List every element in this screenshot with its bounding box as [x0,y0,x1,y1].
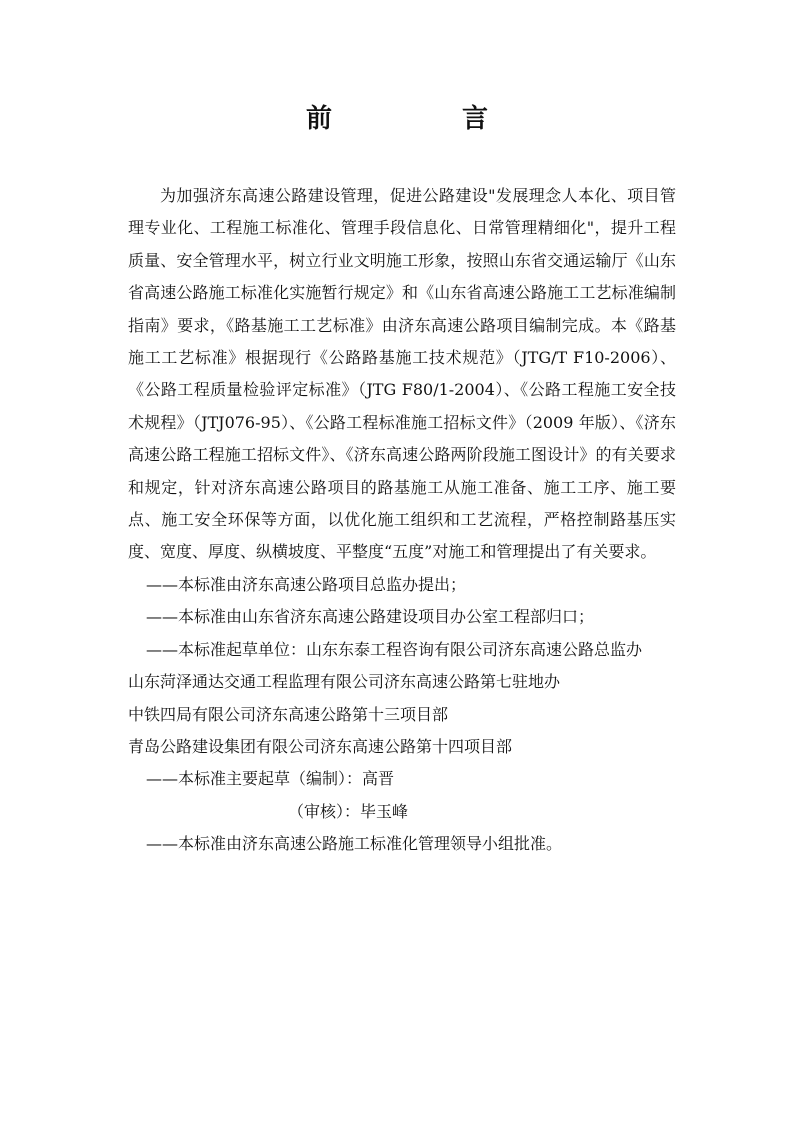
preface-body [128,180,676,861]
drafting-unit-line: 山东菏泽通达交通工程监理有限公司济东高速公路第七驻地办 [128,672,561,692]
drafting-unit-line: 青岛公路建设集团有限公司济东高速公路第十四项目部 [128,736,513,756]
approval-line: ——本标准由济东高速公路施工标准化管理领导小组批准。 [146,834,563,854]
drafting-unit-line: 中铁四局有限公司济东高速公路第十三项目部 [128,704,449,724]
main-drafter-line: ——本标准主要起草（编制）：高晋 [146,769,395,789]
intro-paragraph: 为加强济东高速公路建设管理，促进公路建设"发展理念人本化、项目管理专业化、工程施工标准化、管理手段信息化、日常管理精细化"，提升工程质量、安全管理水平，树立行业文明施工形象，按照山东省交通运输厅《山东省高速公路施工标准化实施暂行规定》和《山东省高速公路施工工艺标准编制指南》要求，《路基施工工艺标准》由济东高速公路项目编制完成。本《路基施工工艺标准》根据现行《公路路基施工技术规范》（JTG/T F10-2006）、《公路工程质量检验评定标准》（JTG F80/1-2004）、《公路工程施工安全技术规程》（JTJ076-95）、《公路工程标准施工招标文件》（2009 年版）、《济东高速公路工程施工招标文件》、《济东高速公路两阶段施工图设计》的有关要求和规定，针对济东高速公路项目的路基施工从施工准备、施工工序、施工要点、施工安全环保等方面，以优化施工组织和工艺流程，严格控制路基压实度、宽度、厚度、纵横坡度、平整度“五度”对施工和管理提出了有关要求。 [128,186,676,562]
page-title: 前 言 [305,104,540,134]
owner-line: ——本标准由山东省济东高速公路建设项目办公室工程部归口； [146,607,595,627]
drafting-unit-line: ——本标准起草单位：山东东泰工程咨询有限公司济东高速公路总监办 [146,639,643,659]
reviewer-line: （审核）：毕玉峰 [288,801,409,821]
proposer-line: ——本标准由济东高速公路项目总监办提出； [146,574,467,594]
